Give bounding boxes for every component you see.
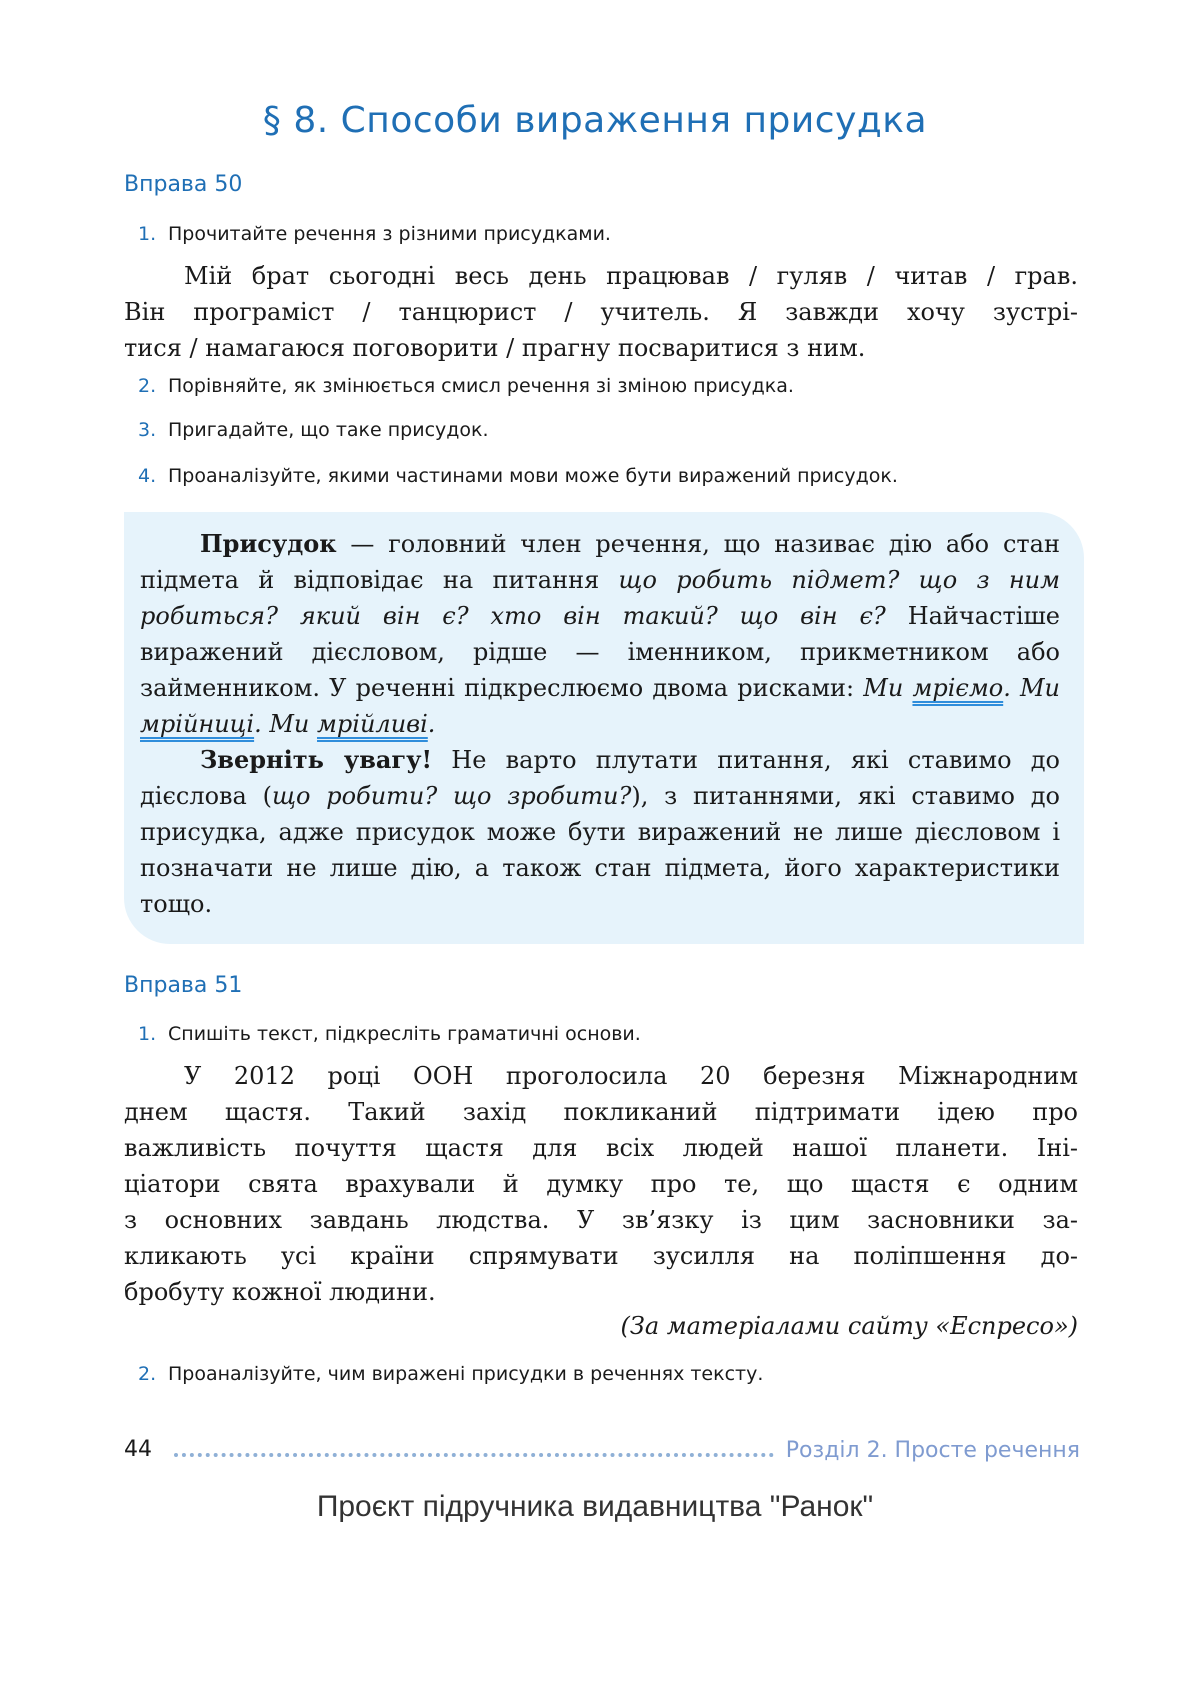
text-line: бробуту кожної людини.: [124, 1278, 436, 1306]
text-line: У 2012 році ООН проголосила 20 березня Міжнародним: [184, 1062, 1078, 1090]
text-line: днем щастя. Такий захід покликаний підтримати ідею про: [124, 1098, 1078, 1126]
text-line: з основних завдань людства. У зв’язку із цим засновники за-: [124, 1206, 1078, 1234]
section-title: Розділ 2. Просте речення: [785, 1438, 1080, 1463]
task-number: 2.: [138, 1363, 157, 1385]
exercise-50-task-4: [138, 462, 1078, 490]
exercise-50-task-2: [138, 372, 1078, 400]
exercise-51-text: [124, 1058, 1078, 1310]
text-line: кликають усі країни спрямувати зусилля на поліпшення до-: [124, 1242, 1078, 1270]
task-number: 1.: [138, 1023, 157, 1045]
exercise-51-heading: Вправа 51: [124, 973, 243, 998]
task-number: 3.: [138, 419, 157, 441]
note-paragraph: Зверніть увагу! Не варто плутати питання, які ставимо до дієслова (що робити? що зробити?), з питаннями, які ставимо до присудка, адже присудок може бути виражений не лише дієсловом і позначати не лише дію, а також стан підмета, його характеристики тощо.: [140, 745, 1061, 918]
task-text: Порівняйте, як змінюється смисл речення зі зміною присудка.: [168, 375, 794, 397]
task-number: 2.: [138, 375, 157, 397]
page-footer: [124, 1437, 1080, 1467]
task-text: Проаналізуйте, чим виражені присудки в реченнях тексту.: [168, 1363, 764, 1385]
page-title: § 8. Способи вираження присудка: [262, 100, 928, 141]
exercise-50-heading: Вправа 50: [124, 172, 243, 197]
page-number: 44: [124, 1437, 152, 1462]
theory-box: [124, 512, 1084, 944]
predicate-underlined: мрійливі: [317, 710, 428, 738]
definition-paragraph: Присудок — головний член речення, що називає дію або стан підмета й відповідає на питання що робить підмет? що з ним робиться? який він є? хто він такий? що він є? Найчастіше виражений дієсловом, рідше — іменником, прикметником або займенником. У реченні підкреслюємо двома рисками: Ми мріємо. Ми мрійниці. Ми мрійливі.: [140, 529, 1061, 738]
predicate-questions: що робить підмет? що з ним робиться? який він є? хто він такий? що він є?: [140, 566, 1061, 630]
theory-text: [140, 526, 1060, 922]
exercise-50-task-3: [138, 416, 1078, 444]
task-number: 4.: [138, 465, 157, 487]
note-label: Зверніть увагу!: [200, 745, 433, 774]
task-text: Пригадайте, що таке присудок.: [168, 419, 489, 441]
text-source: (За матеріалами сайту «Еспресо»): [620, 1312, 1078, 1340]
predicate-underlined: мрійниці: [140, 710, 255, 738]
task-text: Проаналізуйте, якими частинами мови може бути виражений присудок.: [168, 465, 898, 487]
exercise-50-text: [124, 258, 1078, 366]
example-1: Ми мріємо. Ми мрійниці. Ми мрійливі.: [140, 674, 1060, 738]
predicate-underlined: мріємо: [912, 674, 1004, 702]
text-line: важливість почуття щастя для всіх людей нашої планети. Іні-: [124, 1134, 1078, 1162]
text-line: Мій брат сьогодні весь день працював / гуляв / читав / грав.: [184, 262, 1078, 290]
text-line: ціатори свята врахували й думку про те, що щастя є одним: [124, 1170, 1078, 1198]
task-number: 1.: [138, 223, 157, 245]
exercise-51-task-2: [138, 1360, 1078, 1388]
task-text: Прочитайте речення з різними присудками.: [168, 223, 611, 245]
publisher-note: Проєкт підручника видавництва "Ранок": [316, 1490, 874, 1523]
task-text: Спишіть текст, підкресліть граматичні основи.: [168, 1023, 641, 1045]
exercise-51-task-1: [138, 1020, 1078, 1048]
exercise-50-task-1: [138, 220, 1078, 248]
text-line: Він програміст / танцюрист / учитель. Я завжди хочу зустрі-: [124, 298, 1078, 326]
text-line: тися / намагаюся поговорити / прагну посваритися з ним.: [124, 334, 866, 362]
dotted-divider: [174, 1453, 774, 1457]
term: Присудок: [200, 529, 337, 558]
